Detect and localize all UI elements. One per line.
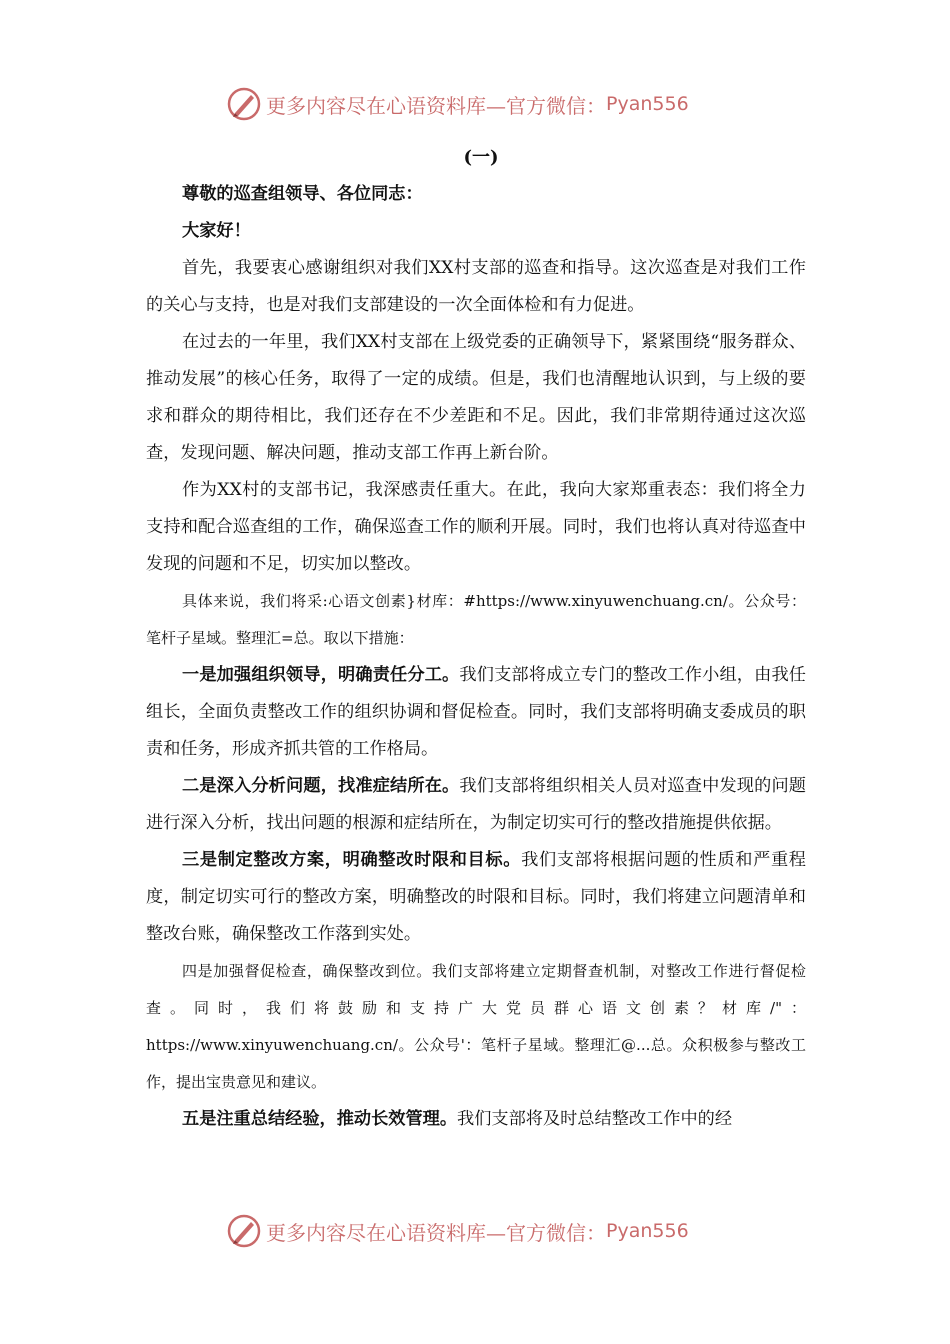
measure-2-body: 我们支部将组织相关人员对巡查中发现的问题进行深入分析，找出问题的根源和症结所在，为制定切实可行的整改措施提供依据。	[146, 776, 806, 833]
doc-title: (一)	[463, 147, 499, 168]
pen-logo-icon	[226, 86, 262, 122]
watermark-id: Pyan556	[606, 1220, 689, 1242]
watermark-id: Pyan556	[606, 93, 689, 115]
paragraph-1: 首先，我要衷心感谢组织对我们XX村支部的巡查和指导。这次巡查是对我们工作的关心与支持，也是对我们支部建设的一次全面体检和有力促进。	[146, 258, 806, 315]
measure-5-body: 我们支部将及时总结整改工作中的经	[457, 1109, 733, 1129]
watermark-text: 更多内容尽在心语资料库—官方微信：	[266, 1220, 606, 1245]
measure-3	[146, 842, 806, 953]
measure-5-head: 五是注重总结经验，推动长效管理。	[182, 1109, 458, 1129]
document-body	[146, 140, 806, 1138]
watermark-text: 更多内容尽在心语资料库—官方微信：	[266, 93, 606, 118]
pen-logo-icon	[226, 1213, 262, 1249]
measure-3-head: 三是制定整改方案，明确整改时限和目标。	[182, 850, 522, 870]
greeting: 尊敬的巡查组领导、各位同志：	[182, 184, 423, 204]
measure-4: 四是加强督促检查，确保整改到位。我们支部将建立定期督查机制，对整改工作进行督促检查。同时，我们将鼓励和支持广大党员群心语文创素？材库/"：https://www.xinyuwenchuang.cn/。公众号'：笔杆子星域。整理汇@...总。众积极参与整改工作，提出宝贵意见和建议。	[146, 962, 806, 1091]
measure-3-body: 我们支部将根据问题的性质和严重程度，制定切实可行的整改方案，明确整改的时限和目标。同时，我们将建立问题清单和整改台账，确保整改工作落到实处。	[146, 850, 806, 944]
paragraph-3: 作为XX村的支部书记，我深感责任重大。在此，我向大家郑重表态：我们将全力支持和配合巡查组的工作，确保巡查工作的顺利开展。同时，我们也将认真对待巡查中发现的问题和不足，切实加以整改。	[146, 480, 806, 574]
measure-1	[146, 657, 806, 768]
watermark-bottom	[226, 1211, 689, 1251]
measure-2-head: 二是深入分析问题，找准症结所在。	[182, 776, 460, 796]
paragraph-2: 在过去的一年里，我们XX村支部在上级党委的正确领导下，紧紧围绕“服务群众、推动发展”的核心任务，取得了一定的成绩。但是，我们也清醒地认识到，与上级的要求和群众的期待相比，我们还存在不少差距和不足。因此，我们非常期待通过这次巡查，发现问题、解决问题，推动支部工作再上新台阶。	[146, 332, 806, 463]
measure-2	[146, 768, 806, 842]
hello: 大家好！	[182, 221, 251, 241]
measure-1-head: 一是加强组织领导，明确责任分工。	[182, 665, 460, 685]
measure-1-body: 我们支部将成立专门的整改工作小组，由我任组长，全面负责整改工作的组织协调和督促检查。同时，我们支部将明确支委成员的职责和任务，形成齐抓共管的工作格局。	[146, 665, 806, 759]
paragraph-4: 具体来说，我们将采:心语文创素}材库：#https://www.xinyuwenchuang.cn/。公众号：笔杆子星域。整理汇=总。取以下措施：	[146, 592, 806, 647]
watermark-top	[226, 84, 689, 124]
measure-5	[146, 1101, 806, 1138]
